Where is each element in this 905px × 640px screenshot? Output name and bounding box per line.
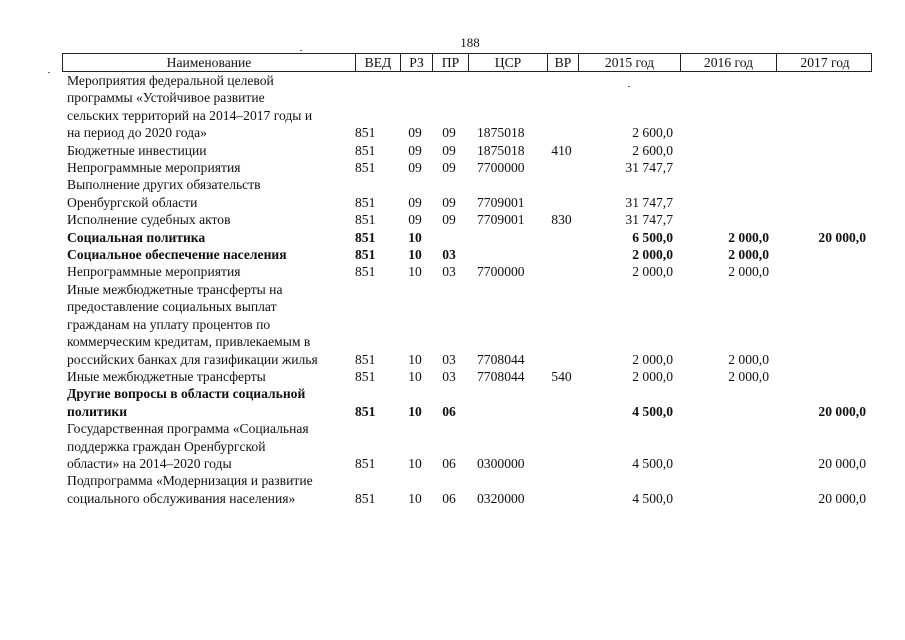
table-row xyxy=(62,211,872,228)
row-pr: 03 xyxy=(442,351,456,367)
row-2015: 6 500,0 xyxy=(632,229,673,245)
row-ved: 851 xyxy=(355,455,376,471)
row-2015: 2 000,0 xyxy=(632,368,673,384)
header-rz: РЗ xyxy=(400,54,432,71)
header-2017: 2017 год xyxy=(776,54,873,71)
row-rz: 09 xyxy=(408,194,422,210)
header-name: Наименование xyxy=(166,55,252,70)
row-pr: 06 xyxy=(442,490,456,506)
row-name: Иные межбюджетные трансферты на предоставление социальных выплат гражданам на уплату процентов по коммерческим кредитам, привлекаемым в российских банках для газификации жилья xyxy=(67,281,318,367)
table-header xyxy=(62,53,872,72)
row-pr: 03 xyxy=(442,368,456,384)
scan-speck xyxy=(48,72,50,73)
table-row xyxy=(62,385,872,420)
table-row xyxy=(62,229,872,246)
row-2017: 20 000,0 xyxy=(818,229,866,245)
row-2016: 2 000,0 xyxy=(728,351,769,367)
header-csr: ЦСР xyxy=(468,54,547,71)
row-rz: 10 xyxy=(408,351,422,367)
row-2015: 31 747,7 xyxy=(625,194,673,210)
row-rz: 09 xyxy=(408,142,422,158)
row-ved: 851 xyxy=(355,125,376,141)
row-ved: 851 xyxy=(355,194,376,210)
row-csr: 7700000 xyxy=(477,264,525,280)
row-rz: 10 xyxy=(408,264,422,280)
row-2017: 20 000,0 xyxy=(818,403,866,419)
table-row xyxy=(62,142,872,159)
row-pr: 09 xyxy=(442,194,456,210)
row-name: Подпрограмма «Модернизация и развитие социального обслуживания населения» xyxy=(67,473,313,506)
row-vr: 540 xyxy=(551,368,572,384)
row-csr: 1875018 xyxy=(477,125,525,141)
row-name: Мероприятия федеральной целевой программы «Устойчивое развитие сельских территорий на 2014–2017 годы и на период до 2020 года» xyxy=(67,73,313,141)
budget-table xyxy=(62,53,872,507)
row-rz: 10 xyxy=(408,490,422,506)
row-name: Непрограммные мероприятия xyxy=(67,160,241,176)
scan-speck xyxy=(300,50,302,51)
row-pr: 06 xyxy=(442,455,456,471)
row-rz: 10 xyxy=(408,403,422,419)
row-rz: 10 xyxy=(408,229,422,245)
row-pr: 09 xyxy=(442,125,456,141)
row-2016: 2 000,0 xyxy=(728,247,769,263)
row-ved: 851 xyxy=(355,490,376,506)
row-2016: 2 000,0 xyxy=(728,264,769,280)
row-csr: 7708044 xyxy=(477,351,525,367)
row-name: Государственная программа «Социальная поддержка граждан Оренбургской области» на 2014–2020 годы xyxy=(67,421,309,471)
table-body xyxy=(62,72,872,507)
row-2017: 20 000,0 xyxy=(818,490,866,506)
row-2015: 31 747,7 xyxy=(625,212,673,228)
row-name: Непрограммные мероприятия xyxy=(67,264,241,280)
row-csr: 7700000 xyxy=(477,160,525,176)
scan-speck xyxy=(628,86,630,87)
row-csr: 0320000 xyxy=(477,490,525,506)
row-ved: 851 xyxy=(355,229,376,245)
row-vr: 410 xyxy=(551,142,572,158)
table-row xyxy=(62,263,872,280)
row-rz: 09 xyxy=(408,160,422,176)
row-rz: 10 xyxy=(408,247,422,263)
row-2015: 2 000,0 xyxy=(632,351,673,367)
row-csr: 1875018 xyxy=(477,142,525,158)
row-ved: 851 xyxy=(355,264,376,280)
row-pr: 03 xyxy=(442,264,456,280)
row-name: Выполнение других обязательств Оренбургской области xyxy=(67,177,261,210)
row-2015: 4 500,0 xyxy=(632,490,673,506)
row-2015: 2 000,0 xyxy=(632,247,673,263)
row-csr: 7709001 xyxy=(477,194,525,210)
row-name: Иные межбюджетные трансферты xyxy=(67,368,266,384)
row-vr: 830 xyxy=(551,212,572,228)
row-name: Социальное обеспечение населения xyxy=(67,247,287,263)
row-2015: 4 500,0 xyxy=(632,455,673,471)
row-2015: 2 600,0 xyxy=(632,125,673,141)
table-row xyxy=(62,159,872,176)
row-ved: 851 xyxy=(355,142,376,158)
row-2017: 20 000,0 xyxy=(818,455,866,471)
row-name: Бюджетные инвестиции xyxy=(67,142,207,158)
row-2015: 4 500,0 xyxy=(632,403,673,419)
row-csr: 7708044 xyxy=(477,368,525,384)
row-pr: 09 xyxy=(442,160,456,176)
row-rz: 10 xyxy=(408,368,422,384)
row-2016: 2 000,0 xyxy=(728,229,769,245)
header-2015: 2015 год xyxy=(578,54,680,71)
page-number: 188 xyxy=(460,35,480,50)
row-rz: 10 xyxy=(408,455,422,471)
table-row xyxy=(62,472,872,507)
row-pr: 09 xyxy=(442,212,456,228)
header-pr: ПР xyxy=(432,54,468,71)
row-csr: 7709001 xyxy=(477,212,525,228)
row-pr: 03 xyxy=(442,247,456,263)
row-name: Социальная политика xyxy=(67,229,206,245)
row-csr: 0300000 xyxy=(477,455,525,471)
header-vr: ВР xyxy=(547,54,578,71)
table-row xyxy=(62,176,872,211)
table-row xyxy=(62,72,872,142)
row-pr: 06 xyxy=(442,403,456,419)
row-ved: 851 xyxy=(355,403,376,419)
row-name: Другие вопросы в области социальной политики xyxy=(67,386,306,419)
table-row xyxy=(62,281,872,368)
row-rz: 09 xyxy=(408,125,422,141)
row-2015: 2 000,0 xyxy=(632,264,673,280)
row-ved: 851 xyxy=(355,351,376,367)
row-ved: 851 xyxy=(355,160,376,176)
header-ved: ВЕД xyxy=(355,54,400,71)
row-ved: 851 xyxy=(355,368,376,384)
row-name: Исполнение судебных актов xyxy=(67,212,231,228)
row-2015: 2 600,0 xyxy=(632,142,673,158)
table-row xyxy=(62,420,872,472)
table-row xyxy=(62,246,872,263)
row-2015: 31 747,7 xyxy=(625,160,673,176)
row-pr: 09 xyxy=(442,142,456,158)
row-ved: 851 xyxy=(355,247,376,263)
header-2016: 2016 год xyxy=(680,54,776,71)
table-row xyxy=(62,368,872,385)
row-ved: 851 xyxy=(355,212,376,228)
row-rz: 09 xyxy=(408,212,422,228)
row-2016: 2 000,0 xyxy=(728,368,769,384)
